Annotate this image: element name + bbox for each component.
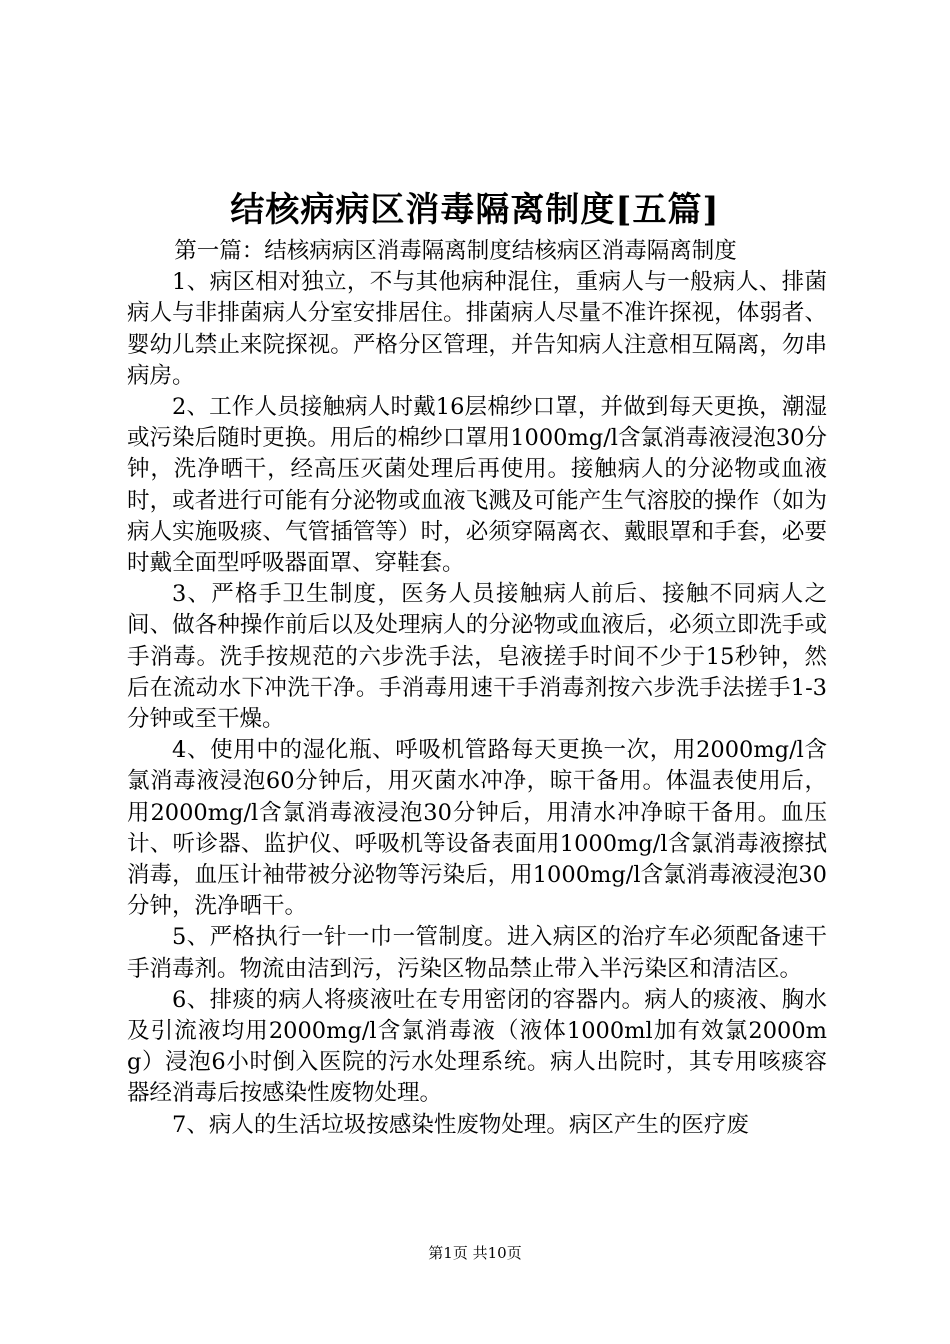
document-body (127, 236, 827, 1141)
document-title: 结核病病区消毒隔离制度[五篇] (230, 190, 720, 230)
paragraph-6: 6、排痰的病人将痰液吐在专用密闭的容器内。病人的痰液、胸水及引流液均用2000mg/l含氯消毒液（液体1000ml加有效氯2000mg）浸泡6小时倒入医院的污水处理系统。病人出院时，其专用咳痰容器经消毒后按感染性废物处理。 (127, 986, 827, 1107)
page-footer: 第1页 共10页 (428, 1244, 522, 1262)
paragraph-1: 1、病区相对独立，不与其他病种混住，重病人与一般病人、排菌病人与非排菌病人分室安排居住。排菌病人尽量不准许探视，体弱者、婴幼儿禁止来院探视。严格分区管理，并告知病人注意相互隔离，勿串病房。 (127, 269, 827, 389)
paragraph-2: 2、工作人员接触病人时戴16层棉纱口罩，并做到每天更换，潮湿或污染后随时更换。用后的棉纱口罩用1000mg/l含氯消毒液浸泡30分钟，洗净晒干，经高压灭菌处理后再使用。接触病人的分泌物或血液时，或者进行可能有分泌物或血液飞溅及可能产生气溶胶的操作（如为病人实施吸痰、气管插管等）时，必须穿隔离衣、戴眼罩和手套，必要时戴全面型呼吸器面罩、穿鞋套。 (127, 394, 827, 577)
section-subtitle: 第一篇：结核病病区消毒隔离制度结核病区消毒隔离制度 (174, 238, 737, 264)
paragraph-7: 7、病人的生活垃圾按感染性废物处理。病区产生的医疗废 (172, 1111, 749, 1138)
paragraph-5: 5、严格执行一针一巾一管制度。进入病区的治疗车必须配备速干手消毒剂。物流由洁到污，污染区物品禁止带入半污染区和清洁区。 (127, 924, 827, 982)
paragraph-4: 4、使用中的湿化瓶、呼吸机管路每天更换一次，用2000mg/l含氯消毒液浸泡60分钟后，用灭菌水冲净，晾干备用。体温表使用后，用2000mg/l含氯消毒液浸泡30分钟后，用清水冲净晾干备用。血压计、听诊器、监护仪、呼吸机等设备表面用1000mg/l含氯消毒液擦拭消毒，血压计袖带被分泌物等污染后，用1000mg/l含氯消毒液浸泡30分钟，洗净晒干。 (127, 737, 827, 920)
paragraph-3: 3、严格手卫生制度，医务人员接触病人前后、接触不同病人之间、做各种操作前后以及处理病人的分泌物或血液后，必须立即洗手或手消毒。洗手按规范的六步洗手法，皂液搓手时间不少于15秒钟，然后在流动水下冲洗干净。手消毒用速干手消毒剂按六步洗手法搓手1-3分钟或至干燥。 (127, 581, 827, 733)
